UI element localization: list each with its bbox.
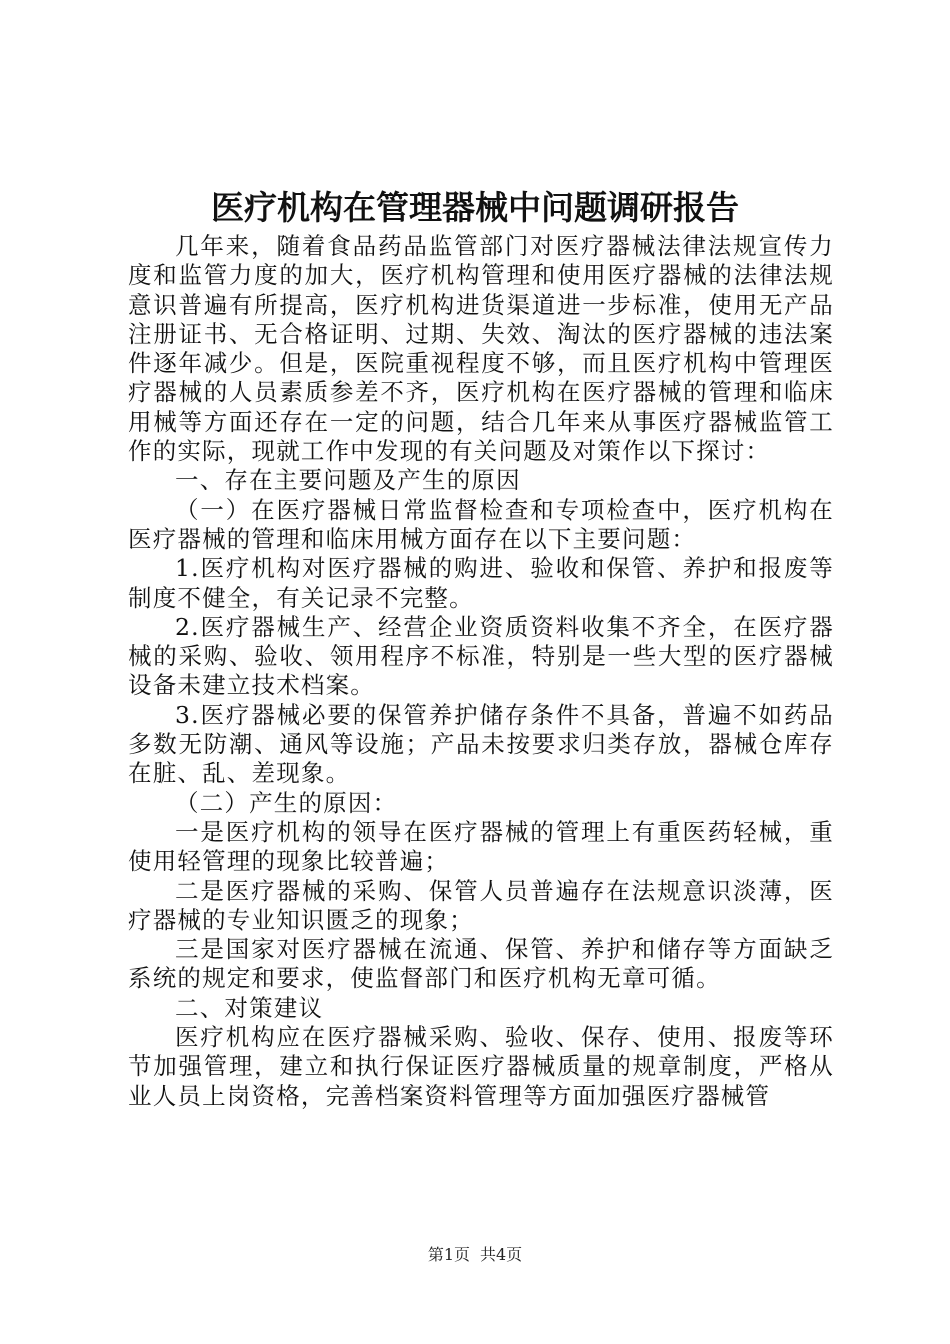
subsection-heading: （二）产生的原因： [175, 788, 398, 817]
paragraph: 医疗机构应在医疗器械采购、验收、保存、使用、报废等环节加强管理，建立和执行保证医疗器械质量的规章制度，严格从业人员上岗资格，完善档案资料管理等方面加强医疗器械管 [128, 1023, 834, 1110]
list-item: 3.医疗器械必要的保管养护储存条件不具备，普遍不如药品多数无防潮、通风等设施；产品未按要求归类存放，器械仓库存在脏、乱、差现象。 [128, 700, 834, 788]
document-title: 医疗机构在管理器械中问题调研报告 [211, 188, 739, 227]
paragraph: 二是医疗器械的采购、保管人员普遍存在法规意识淡薄，医疗器械的专业知识匮乏的现象； [128, 876, 834, 934]
list-item: 1.医疗机构对医疗器械的购进、验收和保管、养护和报废等制度不健全，有关记录不完整。 [128, 554, 834, 612]
subsection-heading: （一）在医疗器械日常监督检查和专项检查中，医疗机构在医疗器械的管理和临床用械方面存在以下主要问题： [128, 495, 834, 553]
section-heading: 二、对策建议 [175, 993, 324, 1022]
page-footer [0, 1244, 950, 1266]
section-heading: 一、存在主要问题及产生的原因 [175, 466, 521, 495]
list-item: 2.医疗器械生产、经营企业资质资料收集不齐全，在医疗器械的采购、验收、领用程序不标准，特别是一些大型的医疗器械设备未建立技术档案。 [128, 612, 834, 700]
paragraph: 一是医疗机构的领导在医疗器械的管理上有重医药轻械，重使用轻管理的现象比较普遍； [128, 817, 834, 876]
paragraph: 三是国家对医疗器械在流通、保管、养护和储存等方面缺乏系统的规定和要求，使监督部门和医疗机构无章可循。 [128, 935, 834, 993]
document-body [128, 232, 834, 1111]
paragraph: 几年来，随着食品药品监管部门对医疗器械法律法规宣传力度和监管力度的加大，医疗机构管理和使用医疗器械的法律法规意识普遍有所提高，医疗机构进货渠道进一步标准，使用无产品注册证书、无合格证明、过期、失效、淘汰的医疗器械的违法案件逐年减少。但是，医院重视程度不够，而且医疗机构中管理医疗器械的人员素质参差不齐，医疗机构在医疗器械的管理和临床用械等方面还存在一定的问题，结合几年来从事医疗器械监管工作的实际，现就工作中发现的有关问题及对策作以下探讨： [128, 232, 834, 466]
page-total: 共4页 [480, 1245, 523, 1264]
page-number: 第1页 [427, 1245, 470, 1264]
